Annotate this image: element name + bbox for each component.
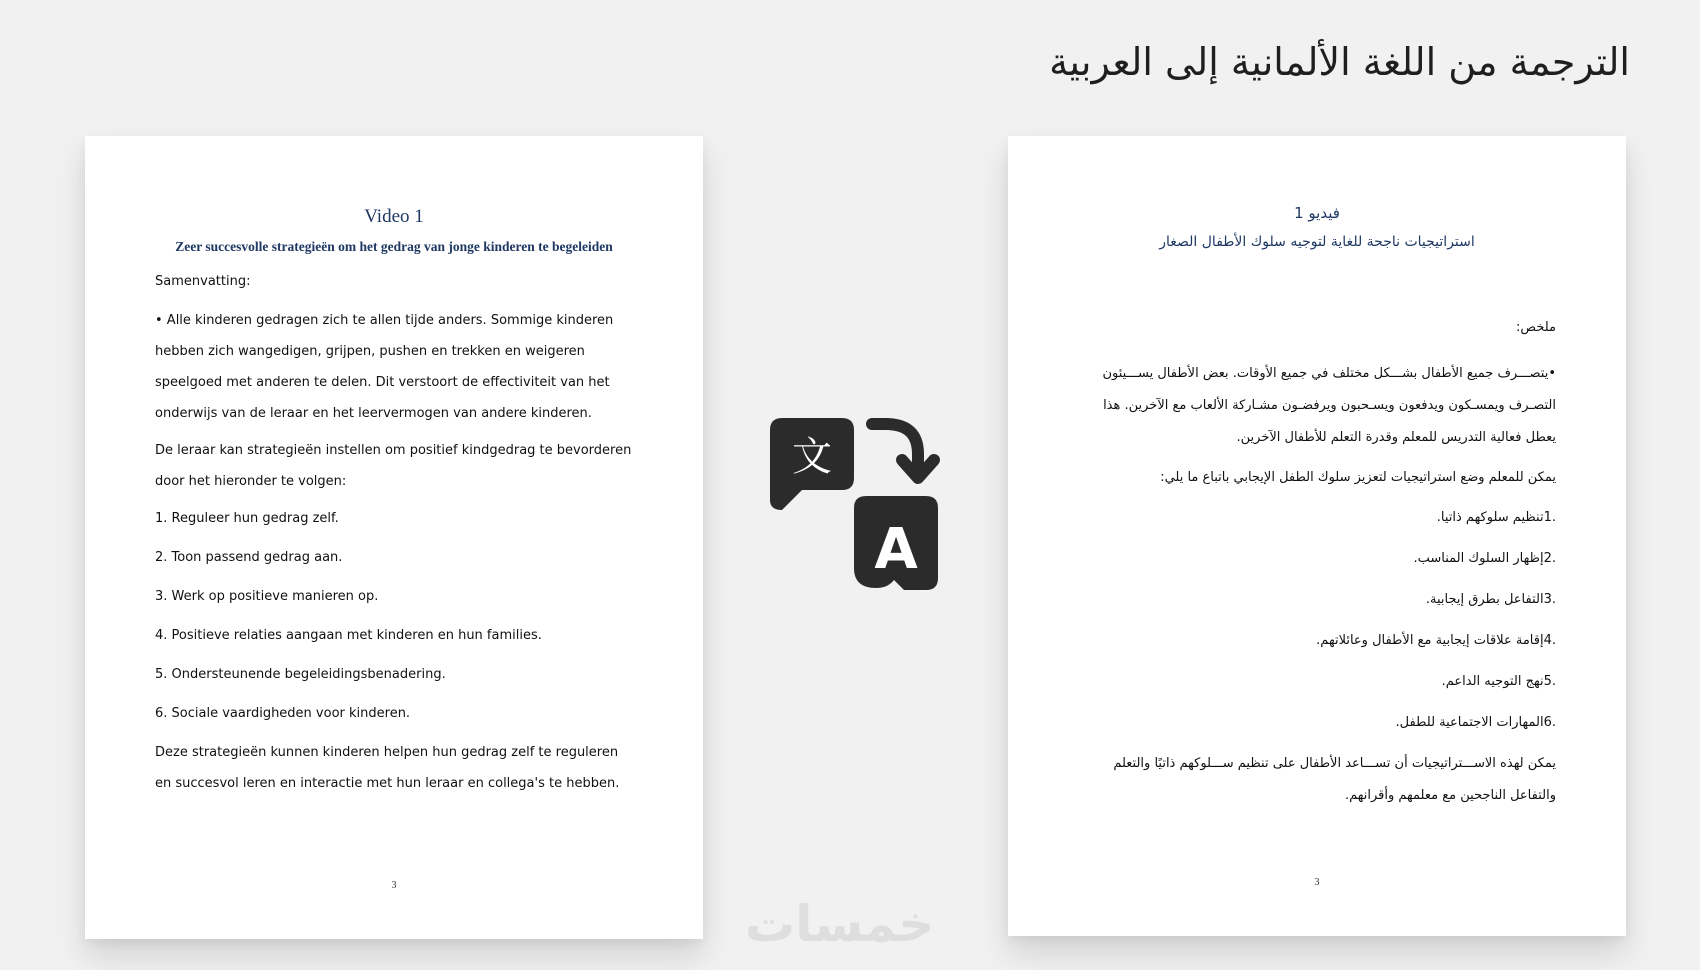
list-item: .6المهارات الاجتماعية للطفل. [1395,715,1556,730]
document-title: Video 1 [364,206,424,227]
document-subtitle: Zeer succesvolle strategieën om het gedrag van jonge kinderen te begeleiden [175,239,613,254]
list-item: .2إظهار السلوك المناسب. [1413,551,1556,566]
list-item: .4إقامة علاقات إيجابية مع الأطفال وعائلاتهم. [1316,633,1556,648]
page-number: 3 [391,880,397,891]
paragraph: يمكن للمعلم وضع استراتيجيات لتعزيز سلوك الطفل الإيجابي باتباع ما يلي: [1160,470,1556,485]
conclusion-paragraph: يمكن لهذه الاســـتراتيجيات أن تســـاعد الأطفال على تنظيم ســـلوكهم ذاتيًا والتعلم والتفاعل الناجحين مع معلمهم وأقرانهم. [1113,756,1556,803]
list-item: 1. Reguleer hun gedrag zelf. [155,511,339,526]
translate-icon [768,418,940,592]
source-document-page [85,136,703,939]
translated-document-page [1008,136,1626,936]
watermark-logo: خمسات [745,895,935,953]
paragraph: • Alle kinderen gedragen zich te allen tijde anders. Sommige kinderen hebben zich wangedigen, grijpen, pushen en trekken en weigeren speelgoed met anderen te delen. Dit verstoort de effectiviteit van het onderwijs van de leraar en het leervermogen van andere kinderen. [155,313,614,421]
list-item: 5. Ondersteunende begeleidingsbenadering. [155,667,446,682]
list-item: .3التفاعل بطرق إيجابية. [1425,592,1556,607]
conclusion-paragraph: Deze strategieën kunnen kinderen helpen hun gedrag zelf te reguleren en succesvol leren en interactie met hun leraar en collega's te hebben. [155,745,620,791]
page-heading: الترجمة من اللغة الألمانية إلى العربية [1049,40,1630,84]
glyph-source: 文 [792,434,832,480]
list-item: 3. Werk op positieve manieren op. [155,589,379,604]
document-title: فيديو 1 [1294,204,1340,222]
list-item: 2. Toon passend gedrag aan. [155,550,343,565]
summary-label: Samenvatting: [155,274,251,289]
summary-label: ملخص: [1516,320,1556,335]
glyph-target: A [874,517,918,582]
document-subtitle: استراتيجيات ناجحة للغاية لتوجيه سلوك الأطفال الصغار [1159,234,1475,250]
list-item: .5نهج التوجيه الداعم. [1441,674,1556,689]
list-item: .1تنظيم سلوكهم ذاتيا. [1436,510,1556,525]
document-body [155,266,633,805]
paragraph: •يتصـــرف جميع الأطفال بشـــكل مختلف في جميع الأوقات. بعض الأطفال يســـيئون التصـرف ويمسـكون ويدفعون ويسـحبون ويرفضـون مشـاركة الألعاب مع الآخرين. هذا يعطل فعالية التدريس للمعلم وقدرة التعلم للأطفال الآخرين. [1102,366,1556,445]
page-number: 3 [1314,877,1320,888]
list-item: 4. Positieve relaties aangaan met kinderen en hun families. [155,628,542,643]
list-item: 6. Sociale vaardigheden voor kinderen. [155,706,411,721]
paragraph: De leraar kan strategieën instellen om positief kindgedrag te bevorderen door het hieronder te volgen: [155,443,632,489]
document-body [1076,312,1556,820]
